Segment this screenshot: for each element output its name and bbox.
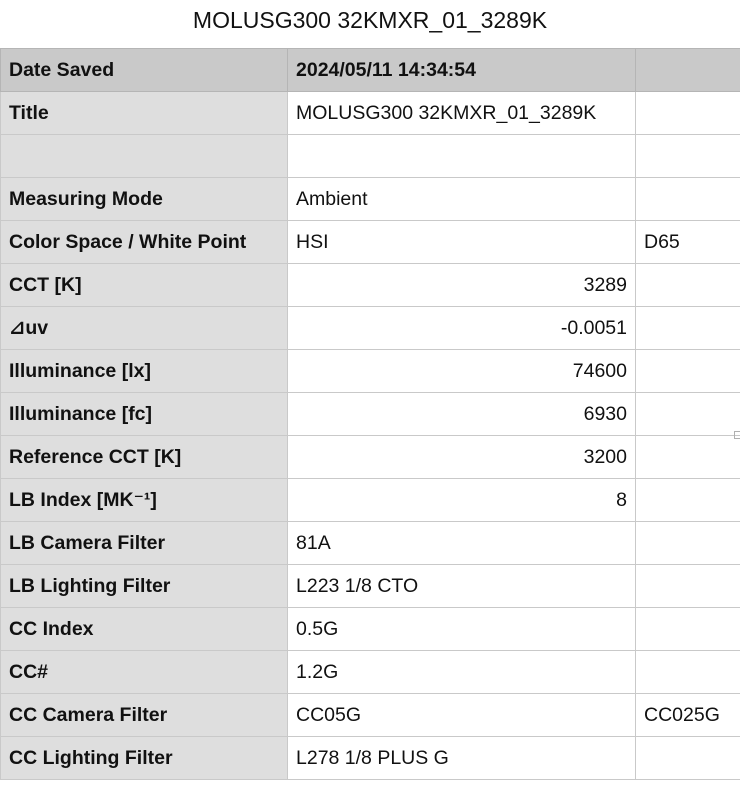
- row-extra[interactable]: D65: [636, 221, 740, 264]
- table-row-delta-uv: [1, 307, 740, 350]
- row-label[interactable]: Date Saved: [1, 49, 288, 92]
- row-extra[interactable]: [636, 608, 740, 651]
- row-label[interactable]: CCT [K]: [1, 264, 288, 307]
- table-row-illuminance-lx: [1, 350, 740, 393]
- row-value[interactable]: 3200: [288, 436, 636, 479]
- row-extra[interactable]: [636, 436, 740, 479]
- row-extra[interactable]: [636, 135, 740, 178]
- row-value[interactable]: 81A: [288, 522, 636, 565]
- row-label[interactable]: CC#: [1, 651, 288, 694]
- table-row-measuring-mode: [1, 178, 740, 221]
- table-row-cc-index: [1, 608, 740, 651]
- row-label[interactable]: ⊿uv: [1, 307, 288, 350]
- row-value[interactable]: 8: [288, 479, 636, 522]
- row-value[interactable]: 2024/05/11 14:34:54: [288, 49, 636, 92]
- row-extra[interactable]: [636, 651, 740, 694]
- row-extra[interactable]: [636, 393, 740, 436]
- row-value[interactable]: CC05G: [288, 694, 636, 737]
- row-label[interactable]: Illuminance [fc]: [1, 393, 288, 436]
- table-row-blank: [1, 135, 740, 178]
- measurement-table: [0, 48, 740, 780]
- table-row-cct: [1, 264, 740, 307]
- row-label[interactable]: [1, 135, 288, 178]
- row-value[interactable]: 3289: [288, 264, 636, 307]
- table-row-reference-cct: [1, 436, 740, 479]
- row-extra[interactable]: [636, 178, 740, 221]
- measurement-table-body: [1, 49, 740, 780]
- row-label[interactable]: CC Camera Filter: [1, 694, 288, 737]
- table-row-lb-camera-filter: [1, 522, 740, 565]
- row-extra[interactable]: [636, 522, 740, 565]
- table-row-date-saved: [1, 49, 740, 92]
- row-value[interactable]: Ambient: [288, 178, 636, 221]
- row-value[interactable]: L223 1/8 CTO: [288, 565, 636, 608]
- row-label[interactable]: Measuring Mode: [1, 178, 288, 221]
- row-value[interactable]: 0.5G: [288, 608, 636, 651]
- row-value[interactable]: MOLUSG300 32KMXR_01_3289K: [288, 92, 636, 135]
- row-label[interactable]: Illuminance [lx]: [1, 350, 288, 393]
- row-value[interactable]: 6930: [288, 393, 636, 436]
- row-label[interactable]: Color Space / White Point: [1, 221, 288, 264]
- row-label[interactable]: LB Index [MK⁻¹]: [1, 479, 288, 522]
- table-row-lb-lighting-filter: [1, 565, 740, 608]
- row-value[interactable]: -0.0051: [288, 307, 636, 350]
- row-extra[interactable]: [636, 92, 740, 135]
- row-label[interactable]: CC Lighting Filter: [1, 737, 288, 780]
- row-value[interactable]: L278 1/8 PLUS G: [288, 737, 636, 780]
- row-value[interactable]: [288, 135, 636, 178]
- table-row-cc-lighting-filter: [1, 737, 740, 780]
- table-row-cc-camera-filter: [1, 694, 740, 737]
- row-extra[interactable]: [636, 49, 740, 92]
- table-row-cc-number: [1, 651, 740, 694]
- row-value[interactable]: HSI: [288, 221, 636, 264]
- column-resize-handle[interactable]: [734, 431, 740, 439]
- row-extra[interactable]: [636, 565, 740, 608]
- table-row-illuminance-fc: [1, 393, 740, 436]
- table-row-title: [1, 92, 740, 135]
- row-extra[interactable]: [636, 737, 740, 780]
- table-row-lb-index: [1, 479, 740, 522]
- row-extra[interactable]: CC025G: [636, 694, 740, 737]
- document-title: MOLUSG300 32KMXR_01_3289K: [192, 7, 548, 33]
- row-label[interactable]: LB Camera Filter: [1, 522, 288, 565]
- row-extra[interactable]: [636, 350, 740, 393]
- row-extra[interactable]: [636, 264, 740, 307]
- row-value[interactable]: 74600: [288, 350, 636, 393]
- row-extra[interactable]: [636, 479, 740, 522]
- row-label[interactable]: LB Lighting Filter: [1, 565, 288, 608]
- row-label[interactable]: CC Index: [1, 608, 288, 651]
- row-extra[interactable]: [636, 307, 740, 350]
- row-label[interactable]: Reference CCT [K]: [1, 436, 288, 479]
- row-label[interactable]: Title: [1, 92, 288, 135]
- table-row-color-space: [1, 221, 740, 264]
- row-value[interactable]: 1.2G: [288, 651, 636, 694]
